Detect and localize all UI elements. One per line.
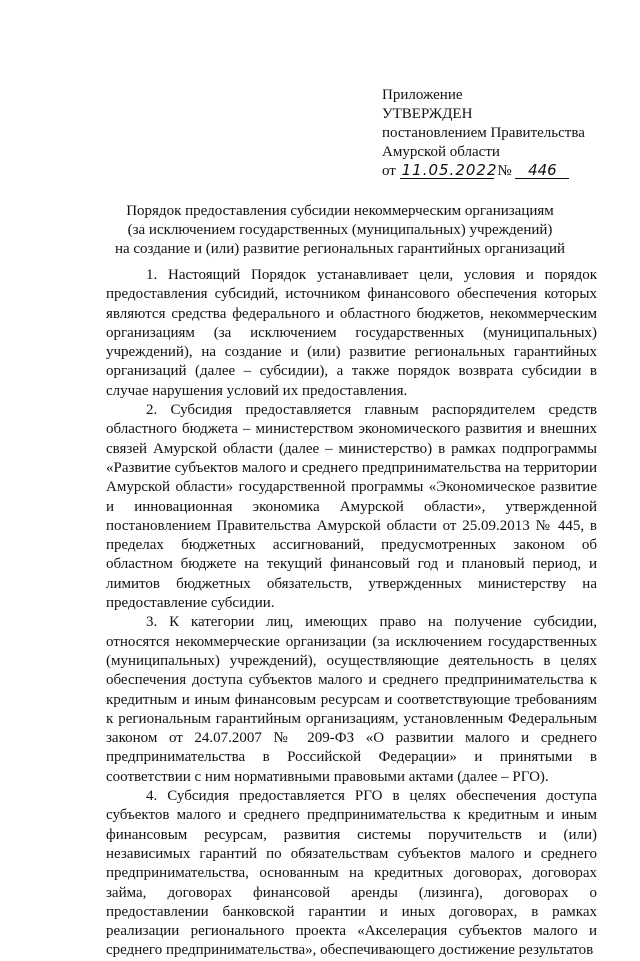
paragraph-4: 4. Субсидия предоставляется РГО в целях обеспечения доступа субъектов малого и среднего предпринимательства к кредитным и иным финансовым ресурсам, развития системы поручительств и (или) независимых гарантий по обязательствам субъектов малого и среднего предпринимательства, основанным на кредитных договорах, договорах займа, договорах финансовой аренды (лизинга), договорах о предоставлении банковской гарантии и иных договорах, в рамках реализации регионального проекта «Акселерация субъектов малого и среднего предпринимательства», обеспечивающего достижение результатов [106,788,597,959]
paragraph-2: 2. Субсидия предоставляется главным распорядителем средств областного бюджета – министерством экономического развития и внешних связей Амурской области (далее – министерство) в рамках подпрограммы «Развитие субъектов малого и среднего предпринимательства на территории Амурской области» государственной программы «Экономическое развитие и инновационная экономика Амурской области», утвержденной постановлением Правительства Амурской области от 25.09.2013 № 445, в пределах бюджетных ассигнований, предусмотренных законом об областном бюджете на текущий финансовый год и плановый период, и лимитов бюджетных обязательств, утвержденных министерству на предоставление субсидии. [106,402,597,612]
document-body [106,266,597,961]
date-prefix: от [382,163,396,179]
title-line-2: (за исключением государственных (муниципальных) учреждений) [127,222,553,238]
approval-block [382,86,585,181]
title-line-1: Порядок предоставления субсидии некоммерческим организациям [126,203,554,219]
paragraph-3: 3. К категории лиц, имеющих право на получение субсидии, относятся некоммерческие организации (за исключением государственных (муниципальных) учреждений), осуществляющие деятельность в целях обеспечения доступа субъектов малого и среднего предпринимательства к кредитным и иным финансовым ресурсам и соответствующие требованиям к региональным гарантийным организациям, установленным Федеральным законом от 24.07.2007 № 209-ФЗ «О развитии малого и среднего предпринимательства в Российской Федерации» и принятыми в соответствии с ним нормативными правовыми актами (далее – РГО). [106,614,597,785]
approval-appendix-label: Приложение [382,87,463,103]
paragraph-1: 1. Настоящий Порядок устанавливает цели, условия и порядок предоставления субсидий, источником финансового обеспечения которых являются средства федерального и областного бюджетов, некоммерческим организациям (за исключением государственных (муниципальных) учреждений), на создание и (или) развитие региональных гарантийных организаций (далее – субсидии), а также порядок возврата субсидии в случае нарушения условий их предоставления. [106,267,597,399]
document-title [100,202,580,259]
title-line-3: на создание и (или) развитие региональных гарантийных организаций [114,241,566,257]
handwritten-number: 446 [515,162,569,179]
number-label: № [497,163,512,179]
approval-approved-label: УТВЕРЖДЕН [382,106,473,122]
approval-date-line [382,162,585,181]
approval-resolution-label: постановлением Правительства [382,125,585,141]
approval-region-label: Амурской области [382,144,500,160]
handwritten-date: 11.05.2022 [401,161,498,179]
